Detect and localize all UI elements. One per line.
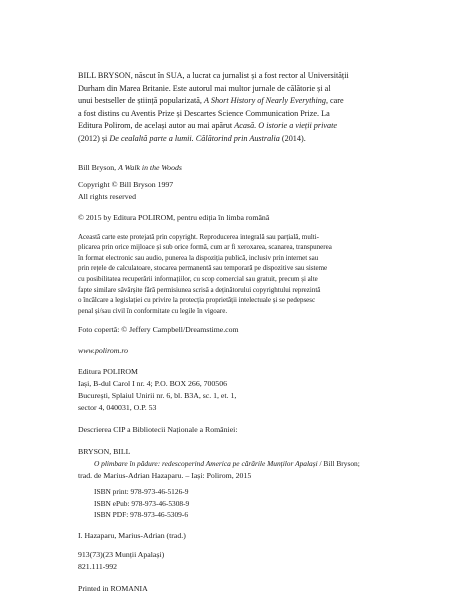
bio-line: (2012) și De cealaltă parte a lumii. Călătorind prin Australia (2014). [78, 133, 306, 143]
original-edition: Bill Bryson, A Walk in the Woods Copyright © Bill Bryson 1997 All rights reserved [78, 162, 378, 203]
book-title: De cealaltă parte a lumii. Călătorind prin Australia [109, 133, 280, 143]
website-link[interactable]: www.polirom.ro [78, 346, 128, 356]
bio-line: unui bestseller de știință popularizată, A Short History of Nearly Everything, care [78, 96, 344, 106]
page-content [78, 70, 378, 595]
book-title: Acasă. O istorie a vieții private [234, 121, 337, 131]
original-title: A Walk in the Woods [118, 162, 182, 172]
bio-line: Editura Polirom, de același autor au mai apărut Acasă. O istorie a vieții private [78, 121, 337, 131]
legal-notice: Această carte este protejată prin copyright. Reproducerea integrală sau parțială, multi- plicarea prin orice mijloace și sub orice formă, cum ar fi xeroxarea, scanarea, transpunerea în format electronic sau audio, punerea la dispoziția publică, inclusiv prin internet sau prin rețele de calculatoare, stocarea permanentă sau temporară pe dispozitive sau sisteme cu posibilitatea recuperării informațiilor, cu scop comercial sau gratuit, precum și alte fapte similare săvârșite fără permisiunea scrisă a deținătorului copyrightului reprezintă o încălcare a legislației cu privire la protecția proprietății intelectuale și se pedepsesc penal și/sau civil în conformitate cu legile în vigoare. [78, 232, 332, 315]
cip-author: BRYSON, BILL [78, 447, 131, 457]
publisher-address: sector 4, 040031, O.P. 53 [78, 403, 157, 413]
isbn-epub: ISBN ePub: 978-973-46-5308-9 [94, 498, 190, 508]
cip-translator: trad. de Marius-Adrian Hazaparu. – Iași: Polirom, 2015 [78, 470, 252, 480]
bio-line: Durham din Marea Britanie. Este autorul mai multor jurnale de călătorie și al [78, 83, 331, 93]
publisher-address: Iași, B-dul Carol I nr. 4; P.O. BOX 266, 700506 [78, 379, 228, 389]
rights-reserved: All rights reserved [78, 191, 137, 201]
polirom-copyright: © 2015 by Editura POLIROM, pentru ediția în limba română [78, 212, 270, 222]
publisher-address: București, Splaiul Unirii nr. 6, bl. B3A, sc. 1, et. 1, [78, 391, 237, 401]
bio-line: BILL BRYSON, născut în SUA, a lucrat ca jurnalist și a fost rector al Universității [78, 71, 349, 80]
cover-photo-credit: Foto copertă: © Jeffery Campbell/Dreamstime.com [78, 325, 239, 335]
isbn-list [78, 486, 378, 521]
cip-title: O plimbare în pădure: redescoperind America pe cărările Munților Apalași / Bill Bryson; [94, 459, 360, 469]
author-bio [78, 70, 378, 146]
cip-contributor: I. Hazaparu, Marius-Adrian (trad.) [78, 530, 186, 540]
original-copyright: Copyright © Bill Bryson 1997 [78, 179, 174, 189]
publisher-name: Editura POLIROM [78, 367, 138, 377]
isbn-pdf: ISBN PDF: 978-973-46-5309-6 [94, 510, 189, 520]
isbn-print: ISBN print: 978-973-46-5126-9 [94, 486, 189, 496]
cip-record [78, 446, 378, 572]
cip-classification: 821.111-992 [78, 561, 118, 571]
publisher-info [78, 366, 378, 414]
printed-in: Printed in ROMANIA [78, 583, 148, 593]
book-title: A Short History of Nearly Everything [203, 96, 326, 106]
bio-line: a fost distins cu Aventis Prize și Descartes Science Communication Prize. La [78, 108, 330, 118]
cip-heading: Descrierea CIP a Bibliotecii Naționale a României: [78, 425, 238, 435]
cip-classification: 913(73)(23 Munții Apalași) [78, 549, 165, 559]
